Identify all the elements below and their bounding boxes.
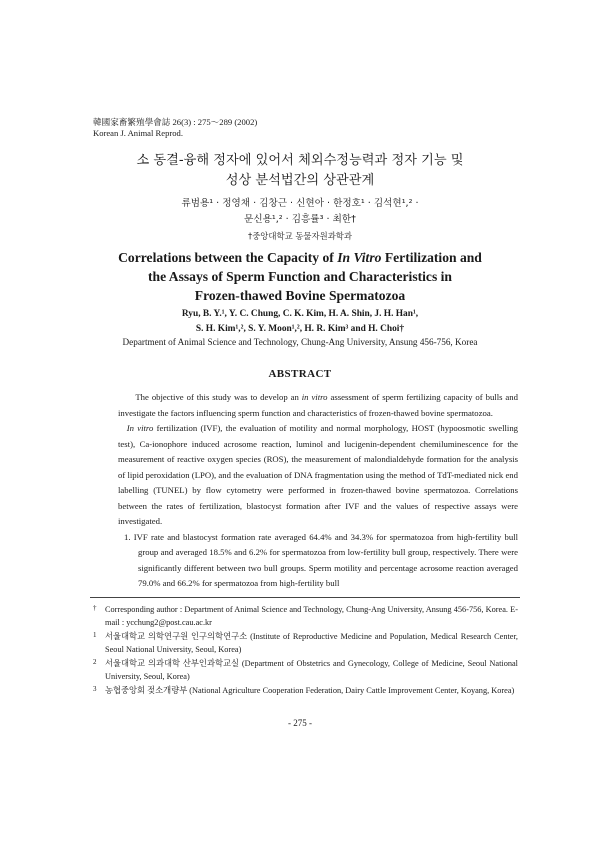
footnote: [93, 657, 518, 683]
page-number: - 275 -: [288, 718, 312, 728]
abstract-heading: ABSTRACT: [268, 368, 332, 380]
footnote-mark: 1: [93, 631, 97, 639]
english-authors-line: S. H. Kim¹,², S. Y. Moon¹,², H. R. Kim³ and H. Choi†: [195, 323, 405, 334]
footnote-mark: 2: [93, 658, 97, 666]
abstract-paragraph: [118, 421, 518, 530]
english-title: [0, 248, 600, 305]
korean-affiliation: †중앙대학교 동물자원과학과: [248, 231, 352, 241]
paragraph-italic-text: In vitro: [126, 423, 154, 433]
english-title-line: [0, 248, 600, 267]
footnotes: [93, 603, 518, 698]
footnote-divider: [90, 597, 520, 598]
paragraph-text: assessment of sperm fertilizing capacity of bulls and investigate the factors influencing sperm function and characteristics of frozen-thawed bovine spermatozoa.: [118, 392, 518, 418]
footnote-text: 서울대학교 의학연구원 인구의학연구소 (Institute of Reproductive Medicine and Population, Medical Research Center, Seoul National University, Seoul, Korea): [105, 632, 518, 654]
korean-title: [0, 151, 600, 191]
paragraph-italic-text: in vitro: [301, 392, 328, 402]
abstract-paragraph: [118, 390, 518, 421]
korean-title-line: 소 동결-융해 정자에 있어서 체외수정능력과 정자 기능 및: [136, 153, 464, 168]
footnote-mark: †: [93, 604, 97, 612]
korean-authors: [0, 196, 600, 228]
footnote: [93, 630, 518, 656]
title-text: Fertilization and: [381, 250, 482, 265]
footnote: [93, 684, 518, 697]
english-authors-line: Ryu, B. Y.¹, Y. C. Chung, C. K. Kim, H. A. Shin, J. H. Han¹,: [181, 309, 419, 319]
journal-citation: [93, 117, 257, 139]
result-list-item: 1. IVF rate and blastocyst formation rate averaged 64.4% and 34.3% for spermatozoa from high-fertility bull group and averaged 18.5% and 6.2% for spermatozoa from low-fertility bull group, respectively. There were significantly different between two bull groups. Sperm motility and percentage acrosome reaction averaged 79.0% and 66.2% for spermatozoa from high-fertility bull: [124, 531, 518, 588]
title-italic-text: In Vitro: [337, 250, 382, 265]
english-authors: [0, 307, 600, 336]
journal-line-korean: 韓國家畜繁殖學會誌 26(3) : 275～289 (2002): [93, 117, 258, 127]
korean-authors-line: 류범용¹ · 정영채 · 김창근 · 신현아 · 한정호¹ · 김석현¹,² ·: [181, 198, 419, 209]
department-affiliation: Department of Animal Science and Technology, Chung-Ang University, Ansung 456-756, Korea: [122, 337, 478, 347]
abstract-body: [118, 390, 518, 592]
footnote-text: 서울대학교 의과대학 산부인과학교실 (Department of Obstetrics and Gynecology, College of Medicine, Seoul National University, Seoul, Korea): [105, 659, 518, 681]
title-text: Correlations between the Capacity of: [118, 250, 338, 265]
korean-authors-line: 문신용¹,² · 김흥률³ · 최한†: [244, 214, 356, 225]
korean-title-line: 성상 분석법간의 상관관계: [225, 173, 375, 188]
footnote-mark: 3: [93, 685, 97, 693]
english-title-line: Frozen-thawed Bovine Spermatozoa: [194, 288, 406, 303]
footnote: [93, 603, 518, 629]
footnote-text: Corresponding author : Department of Animal Science and Technology, Chung-Ang University, Ansung 456-756, Korea. E-mail : ycchung2@post.cau.ac.kr: [105, 605, 518, 627]
paragraph-text: fertilization (IVF), the evaluation of motility and normal morphology, HOST (hypoosmotic swelling test), Ca-ionophore induced acrosome reaction, luminol and lucigenin-dependent chemiluminescence for the measurement of reactive oxygen species (ROS), the measurement of malondialdehyde formation for the analysis of lipid peroxidation (LPO), and the evaluation of DNA fragmentation using the method of TdT-mediated nick end labelling (TUNEL) by flow cytometry were performed in frozen-thawed bovine spermatozoa. Correlations between the rates of fertilization, blastocyst formation after IVF and the values of respective assays were investigated.: [118, 423, 519, 526]
paragraph-text: The objective of this study was to develop an: [135, 392, 302, 402]
english-title-line: the Assays of Sperm Function and Characteristics in: [148, 269, 452, 284]
footnote-text: 농협중앙회 젖소개량부 (National Agriculture Cooperation Federation, Dairy Cattle Improvement Center, Koyang, Korea): [105, 686, 515, 695]
journal-line-english: Korean J. Animal Reprod.: [93, 128, 183, 138]
